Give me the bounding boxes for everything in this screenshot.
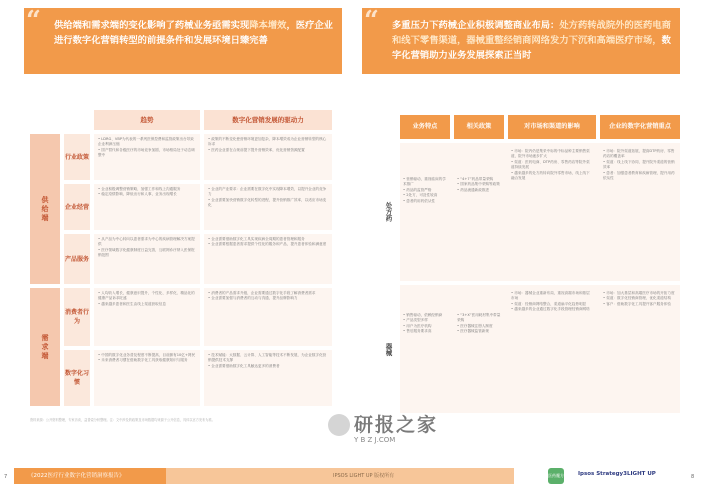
left-header-tail: ，医疗企业进行数字化营销转型的前提条件和发展环境日臻完善: [54, 20, 333, 46]
trend-cell: • LDRG、VBP为代表的一系列医保控费和监管政策出台导致企业利润压缩 • 国产替代和各级医疗的市场竞争加剧，市场格局处于动态调整中: [94, 134, 200, 180]
focus-cell: • 市场：院外渠道拓展，提高DTP药房、零售药店的覆盖率 • 渠道：线上线下协同，提升院外渠道的营销效率 • 患者：加强患者教育和疾病管理，提升用药依从性: [603, 149, 675, 181]
driver-cell: • 政策的不断变化使营销环境更加复杂，降本增效成为企业营销转型的核心诉求 • 医药企业需在合规前提下提升营销效率，优化营销资源配置: [204, 134, 332, 180]
right-header-banner: [362, 8, 680, 74]
watermark: [328, 410, 458, 458]
quote-mark-icon: “: [26, 6, 41, 36]
watermark-title: 研报之家: [354, 414, 439, 436]
column-header-driver: 数字化营销发展的驱动力: [204, 110, 332, 130]
policy-cell: • “3+X”医用耗材集中带量采购 • 医疗器械注册人制度 • 医疗器械监管新规: [457, 313, 501, 334]
column-header-focus: 企业的数字化营销重点: [600, 115, 680, 139]
features-cell: • 营销驱动，重视临床的学术推广 • 药品的监管严格 • 2处方，可及性较高 • 患者的用药依从性: [403, 177, 446, 203]
driver-cell: • 消费者的产品需求升级，企业需要通过数字化手段了解消费者需求 • 企业需要加强与消费者的互动与沟通，提升品牌影响力: [204, 288, 332, 346]
left-header-text: [54, 18, 334, 48]
side-label-supply: 供给端: [30, 134, 60, 284]
report-title: 《2022医疗行业数字化营销洞察报告》: [14, 468, 166, 484]
yiyaomofang-logo: 医药魔方: [548, 468, 564, 484]
trend-cell: • 从产品为中心转向以患者需求为中心的疾病管理解决方案提供 • 医疗领域数字化健康制度日益完善，互联网诊疗纳入医保报销范围: [94, 234, 200, 284]
side-label-demand: 需求端: [30, 288, 60, 406]
right-header-text: [392, 18, 672, 63]
watermark-logo-icon: [328, 414, 350, 436]
page-number-left: 7: [4, 474, 8, 480]
left-header-highlight: 降本增效: [249, 20, 287, 31]
quote-mark-icon: “: [364, 6, 379, 36]
driver-cell: • 企业的产业要求：企业需要在数字化中实现降本增效，以提升企业的竞争力 • 企业需要加快营销数字化转型的进程，提升营销推广效率，以适应市场变化: [204, 184, 332, 230]
trend-cell: • 企业积极调整营销策略，加强工作和线上沟通服务 • 稳定疫情影响，降低出行和人事，业务出现增长: [94, 184, 200, 230]
footnote: 资料来源：公开资料整理，专家访谈，益普索分析整理。注：文中涉及的政策及市场数据均来源于公开信息，具体以官方发布为准。: [30, 418, 215, 422]
impact-cell: • 市场：院内仍是集采中标的中标品种主要销售渠道，院外市场逐步扩大 • 渠道：医药电商、DTP药房、零售药店等院外渠道持续发展 • 越来越多的处方药转向院外零售市场，线上线下融合发展: [511, 149, 590, 181]
category-digital: 数字化习惯: [64, 350, 90, 406]
category-product: 产品服务: [64, 234, 90, 284]
focus-cell: • 市场：加大基层和高端医疗市场的开拓力度 • 渠道：数字化经销商管理，优化渠道结构 • 客户：借助数字化工具提升客户服务体验: [603, 291, 675, 306]
business-table: [384, 115, 680, 415]
watermark-url: Y B Z J.COM: [354, 436, 396, 444]
left-header-banner: [24, 8, 342, 74]
category-policy: 行业政策: [64, 134, 90, 180]
right-header-main: 多重压力下药械企业积极调整商业布局：: [392, 20, 560, 31]
right-header-highlight: 处方药转战院外的医药电商和线下零售渠道，器械重整经销商网络发力下沉和高端医疗市场，: [392, 20, 671, 46]
page-footer: [0, 458, 702, 496]
trend-cell: • 中国的数字化业务普及程度不断提高，目前拥有10亿+网民 • 未来消费者习惯在借助数字化工具获取健康知识与服务: [94, 350, 200, 406]
category-consumer: 消费者行为: [64, 288, 90, 346]
impact-cell: • 市场：器械企业重新布局，重视高端市场和基层市场 • 渠道：经销商网络整合，渠道扁平化趋势明显 • 越来越多的企业通过数字化手段管理经销商网络: [511, 291, 590, 312]
trend-cell: • 人均收入增长，健康意识提升，个性化、多样化、精品化的健康产品诉求旺盛 • 越来越多患者和医生由线上渠道获取信息: [94, 288, 200, 346]
lightup-logo: LIGHT UP: [627, 471, 656, 477]
row-label-prescription: 处方药: [384, 202, 393, 222]
column-header-features: 业务特点: [400, 115, 450, 139]
right-header-tail: 数字化营销助力业务发展探索正当时: [392, 35, 671, 61]
left-header-main: 供给端和需求端的变化影响了药械业务亟需实现: [54, 20, 250, 31]
category-operation: 企业经营: [64, 184, 90, 230]
column-header-impact: 对市场和渠道的影响: [508, 115, 596, 139]
policy-cell: • “4+7”药品带量采购 • 国家药品集中采购等政策 • 药品流通新政推进: [457, 177, 500, 192]
drivers-table: [30, 110, 332, 410]
column-header-trend: 趋势: [94, 110, 200, 130]
ipsos-logo: Ipsos Strategy3: [578, 471, 627, 477]
copyright: IPSOS LIGHT UP 版权所有: [333, 473, 395, 479]
driver-cell: • 技术赋能：大数据、云计算、人工智能等技术不断发展，为企业数字化营销提供技术支撑 • 企业需要借助数字化工具触达更多的消费者: [204, 350, 332, 406]
page-number-right: 8: [691, 474, 695, 480]
row-label-device: 器械: [384, 342, 393, 356]
driver-cell: • 企业需要借助数字化工具实现疾病全周期的患者管理和服务 • 企业需要根据患者需求提供个性化的服务和产品，提升患者体验和满意度: [204, 234, 332, 284]
column-header-policy: 相关政策: [454, 115, 504, 139]
features-cell: • 销售驱动，依赖经销商 • 产品类型多样 • 用户为医疗机构 • 售后服务要求高: [403, 313, 443, 334]
